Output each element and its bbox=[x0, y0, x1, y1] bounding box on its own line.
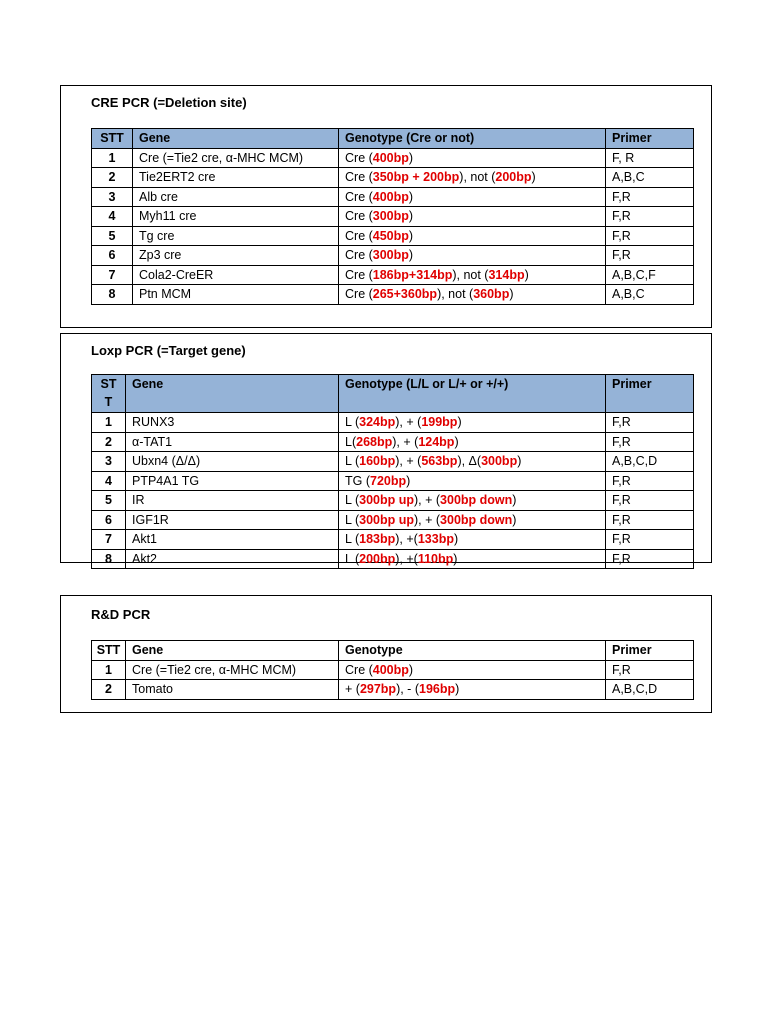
row-primer: F,R bbox=[606, 207, 694, 227]
row-stt: 1 bbox=[92, 413, 126, 433]
row-genotype bbox=[339, 148, 606, 168]
column-header-gene: Gene bbox=[133, 129, 339, 149]
genotype-text: ) bbox=[455, 682, 460, 696]
rd-pcr-rows bbox=[92, 660, 694, 699]
genotype-text: ), + ( bbox=[395, 454, 422, 468]
band-size: 400bp bbox=[372, 662, 409, 677]
band-size: 720bp bbox=[370, 473, 407, 488]
genotype-text: ), + ( bbox=[414, 493, 441, 507]
rd-pcr-title: R&D PCR bbox=[91, 607, 151, 622]
table-header-row bbox=[92, 375, 694, 413]
row-primer: A,B,C,D bbox=[606, 452, 694, 472]
row-genotype bbox=[339, 530, 606, 550]
genotype-text: ) bbox=[531, 170, 536, 184]
table-row bbox=[92, 549, 694, 569]
genotype-text: L ( bbox=[345, 415, 360, 429]
band-size: 124bp bbox=[418, 434, 455, 449]
column-header-genotype: Genotype (Cre or not) bbox=[339, 129, 606, 149]
row-genotype bbox=[339, 265, 606, 285]
band-size: 186bp+314bp bbox=[372, 267, 453, 282]
row-gene: Akt2 bbox=[126, 549, 339, 569]
row-genotype bbox=[339, 452, 606, 472]
row-genotype bbox=[339, 207, 606, 227]
row-stt: 2 bbox=[92, 168, 133, 188]
band-size: 265+360bp bbox=[372, 287, 438, 301]
genotype-text: ) bbox=[406, 473, 411, 488]
genotype-text: ), + ( bbox=[414, 512, 441, 527]
band-size: 300bp up bbox=[359, 512, 414, 527]
row-gene: Tie2ERT2 cre bbox=[133, 168, 339, 188]
band-size: 400bp bbox=[372, 189, 409, 204]
row-stt: 2 bbox=[92, 680, 126, 700]
row-primer: A,B,C bbox=[606, 285, 694, 305]
genotype-text: ), +( bbox=[395, 532, 418, 546]
row-gene: IGF1R bbox=[126, 510, 339, 530]
row-primer: A,B,C,F bbox=[606, 265, 694, 285]
band-size: 350bp + 200bp bbox=[372, 170, 460, 184]
band-size: 199bp bbox=[421, 415, 458, 429]
genotype-text: ), + ( bbox=[395, 415, 422, 429]
row-genotype bbox=[339, 680, 606, 700]
genotype-text: ) bbox=[408, 189, 414, 204]
row-genotype bbox=[339, 549, 606, 569]
row-genotype bbox=[339, 660, 606, 680]
genotype-text: ), +( bbox=[395, 551, 418, 566]
table-row bbox=[92, 413, 694, 433]
genotype-text: ) bbox=[524, 267, 529, 282]
row-primer: F,R bbox=[606, 549, 694, 569]
genotype-text: Cre ( bbox=[345, 287, 373, 301]
genotype-text: L ( bbox=[345, 512, 360, 527]
genotype-text: Cre ( bbox=[345, 662, 373, 677]
genotype-text: Cre ( bbox=[345, 150, 373, 165]
cre-pcr-rows bbox=[92, 148, 694, 304]
table-row bbox=[92, 452, 694, 472]
row-stt: 4 bbox=[92, 207, 133, 227]
row-gene: PTP4A1 TG bbox=[126, 471, 339, 491]
band-size: 563bp bbox=[421, 454, 458, 468]
row-primer: F,R bbox=[606, 530, 694, 550]
row-primer: F,R bbox=[606, 246, 694, 266]
cre-pcr-table bbox=[91, 128, 694, 305]
row-stt: 6 bbox=[92, 246, 133, 266]
row-genotype bbox=[339, 187, 606, 207]
row-primer: F,R bbox=[606, 510, 694, 530]
row-genotype bbox=[339, 413, 606, 433]
column-header-genotype: Genotype bbox=[339, 641, 606, 661]
genotype-text: L ( bbox=[345, 532, 360, 546]
row-primer: F,R bbox=[606, 187, 694, 207]
column-header-stt: STT bbox=[92, 641, 126, 661]
table-row bbox=[92, 530, 694, 550]
column-header-genotype: Genotype (L/L or L/+ or +/+) bbox=[339, 375, 606, 413]
genotype-text: ), not ( bbox=[437, 287, 474, 301]
row-gene: Cola2-CreER bbox=[133, 265, 339, 285]
row-stt: 5 bbox=[92, 226, 133, 246]
band-size: 314bp bbox=[488, 267, 525, 282]
table-row bbox=[92, 680, 694, 700]
genotype-text: ) bbox=[453, 532, 459, 546]
band-size: 183bp bbox=[359, 532, 396, 546]
row-gene: Zp3 cre bbox=[133, 246, 339, 266]
table-row bbox=[92, 265, 694, 285]
band-size: 400bp bbox=[372, 150, 409, 165]
column-header-primer: Primer bbox=[606, 129, 694, 149]
row-genotype bbox=[339, 510, 606, 530]
band-size: 300bp bbox=[372, 248, 409, 262]
row-stt: 7 bbox=[92, 530, 126, 550]
rd-pcr-table bbox=[91, 640, 694, 700]
column-header-gene: Gene bbox=[126, 641, 339, 661]
table-row bbox=[92, 510, 694, 530]
band-size: 200bp bbox=[359, 551, 396, 566]
loxp-pcr-rows bbox=[92, 413, 694, 569]
band-size: 324bp bbox=[359, 415, 396, 429]
table-row bbox=[92, 226, 694, 246]
genotype-text: ) bbox=[408, 248, 414, 262]
table-row bbox=[92, 471, 694, 491]
row-genotype bbox=[339, 491, 606, 511]
band-size: 300bp bbox=[372, 209, 409, 223]
band-size: 110bp bbox=[417, 551, 454, 566]
genotype-text: L ( bbox=[345, 454, 360, 468]
genotype-text: Cre ( bbox=[345, 267, 373, 282]
row-primer: F, R bbox=[606, 148, 694, 168]
table-row bbox=[92, 246, 694, 266]
genotype-text: ) bbox=[517, 454, 522, 468]
row-gene: Tomato bbox=[126, 680, 339, 700]
column-header-stt-line1: ST bbox=[100, 377, 117, 391]
row-genotype bbox=[339, 168, 606, 188]
row-primer: F,R bbox=[606, 471, 694, 491]
row-gene: Tg cre bbox=[133, 226, 339, 246]
row-primer: F,R bbox=[606, 226, 694, 246]
genotype-text: TG ( bbox=[345, 473, 370, 488]
row-stt: 6 bbox=[92, 510, 126, 530]
band-size: 300bp down bbox=[440, 493, 513, 507]
row-stt: 3 bbox=[92, 187, 133, 207]
genotype-text: L( bbox=[345, 434, 357, 449]
genotype-text: Cre ( bbox=[345, 170, 373, 184]
row-primer: A,B,C,D bbox=[606, 680, 694, 700]
genotype-text: ) bbox=[408, 150, 414, 165]
table-row bbox=[92, 148, 694, 168]
column-header-gene: Gene bbox=[126, 375, 339, 413]
row-genotype bbox=[339, 471, 606, 491]
table-row bbox=[92, 168, 694, 188]
loxp-pcr-title: Loxp PCR (=Target gene) bbox=[91, 343, 246, 358]
row-stt: 8 bbox=[92, 549, 126, 569]
genotype-text: + ( bbox=[345, 682, 360, 696]
row-stt: 7 bbox=[92, 265, 133, 285]
table-row bbox=[92, 285, 694, 305]
table-header-row bbox=[92, 641, 694, 661]
row-genotype bbox=[339, 285, 606, 305]
row-gene: IR bbox=[126, 491, 339, 511]
genotype-text: L ( bbox=[345, 551, 360, 566]
genotype-text: ) bbox=[453, 551, 458, 566]
genotype-text: L ( bbox=[345, 493, 360, 507]
band-size: 268bp bbox=[356, 434, 393, 449]
genotype-text: ), not ( bbox=[452, 267, 489, 282]
table-row bbox=[92, 491, 694, 511]
table-row bbox=[92, 207, 694, 227]
row-stt: 5 bbox=[92, 491, 126, 511]
band-size: 300bp bbox=[481, 454, 518, 468]
row-stt: 3 bbox=[92, 452, 126, 472]
row-gene: Akt1 bbox=[126, 530, 339, 550]
row-primer: F,R bbox=[606, 432, 694, 452]
row-stt: 8 bbox=[92, 285, 133, 305]
band-size: 133bp bbox=[417, 532, 454, 546]
band-size: 450bp bbox=[372, 228, 409, 243]
band-size: 360bp bbox=[473, 287, 510, 301]
genotype-text: ) bbox=[454, 434, 459, 449]
band-size: 300bp up bbox=[359, 493, 414, 507]
genotype-text: ) bbox=[512, 512, 517, 527]
row-stt: 2 bbox=[92, 432, 126, 452]
genotype-text: ) bbox=[457, 415, 462, 429]
band-size: 196bp bbox=[419, 682, 456, 696]
row-stt: 1 bbox=[92, 660, 126, 680]
row-genotype bbox=[339, 226, 606, 246]
row-primer: A,B,C bbox=[606, 168, 694, 188]
genotype-text: ), not ( bbox=[459, 170, 496, 184]
column-header-stt bbox=[92, 375, 126, 413]
row-genotype bbox=[339, 246, 606, 266]
cre-pcr-title: CRE PCR (=Deletion site) bbox=[91, 95, 247, 110]
row-gene: α-TAT1 bbox=[126, 432, 339, 452]
band-size: 300bp down bbox=[440, 512, 513, 527]
row-stt: 4 bbox=[92, 471, 126, 491]
genotype-text: ) bbox=[512, 493, 517, 507]
table-row bbox=[92, 187, 694, 207]
genotype-text: ) bbox=[408, 209, 414, 223]
band-size: 297bp bbox=[359, 682, 397, 696]
genotype-text: Cre ( bbox=[345, 209, 373, 223]
row-gene: Ubxn4 (Δ/Δ) bbox=[126, 452, 339, 472]
row-gene: Cre (=Tie2 cre, α-MHC MCM) bbox=[126, 660, 339, 680]
row-gene: RUNX3 bbox=[126, 413, 339, 433]
row-gene: Ptn MCM bbox=[133, 285, 339, 305]
column-header-primer: Primer bbox=[606, 641, 694, 661]
row-primer: F,R bbox=[606, 660, 694, 680]
table-row bbox=[92, 660, 694, 680]
row-gene: Alb cre bbox=[133, 187, 339, 207]
row-primer: F,R bbox=[606, 413, 694, 433]
row-genotype bbox=[339, 432, 606, 452]
genotype-text: Cre ( bbox=[345, 228, 373, 243]
table-header-row bbox=[92, 129, 694, 149]
loxp-pcr-table bbox=[91, 374, 694, 569]
genotype-text: ), + ( bbox=[392, 434, 419, 449]
column-header-primer: Primer bbox=[606, 375, 694, 413]
genotype-text: ), - ( bbox=[396, 682, 419, 696]
genotype-text: ) bbox=[408, 228, 414, 243]
genotype-text: ) bbox=[509, 287, 514, 301]
table-row bbox=[92, 432, 694, 452]
genotype-text: ) bbox=[408, 662, 414, 677]
genotype-text: Cre ( bbox=[345, 189, 373, 204]
band-size: 200bp bbox=[495, 170, 532, 184]
column-header-stt-line2: T bbox=[104, 395, 113, 409]
row-gene: Myh11 cre bbox=[133, 207, 339, 227]
genotype-text: ), Δ( bbox=[457, 454, 482, 468]
row-primer: F,R bbox=[606, 491, 694, 511]
row-stt: 1 bbox=[92, 148, 133, 168]
genotype-text: Cre ( bbox=[345, 248, 373, 262]
column-header-stt: STT bbox=[92, 129, 133, 149]
band-size: 160bp bbox=[359, 454, 396, 468]
row-gene: Cre (=Tie2 cre, α-MHC MCM) bbox=[133, 148, 339, 168]
